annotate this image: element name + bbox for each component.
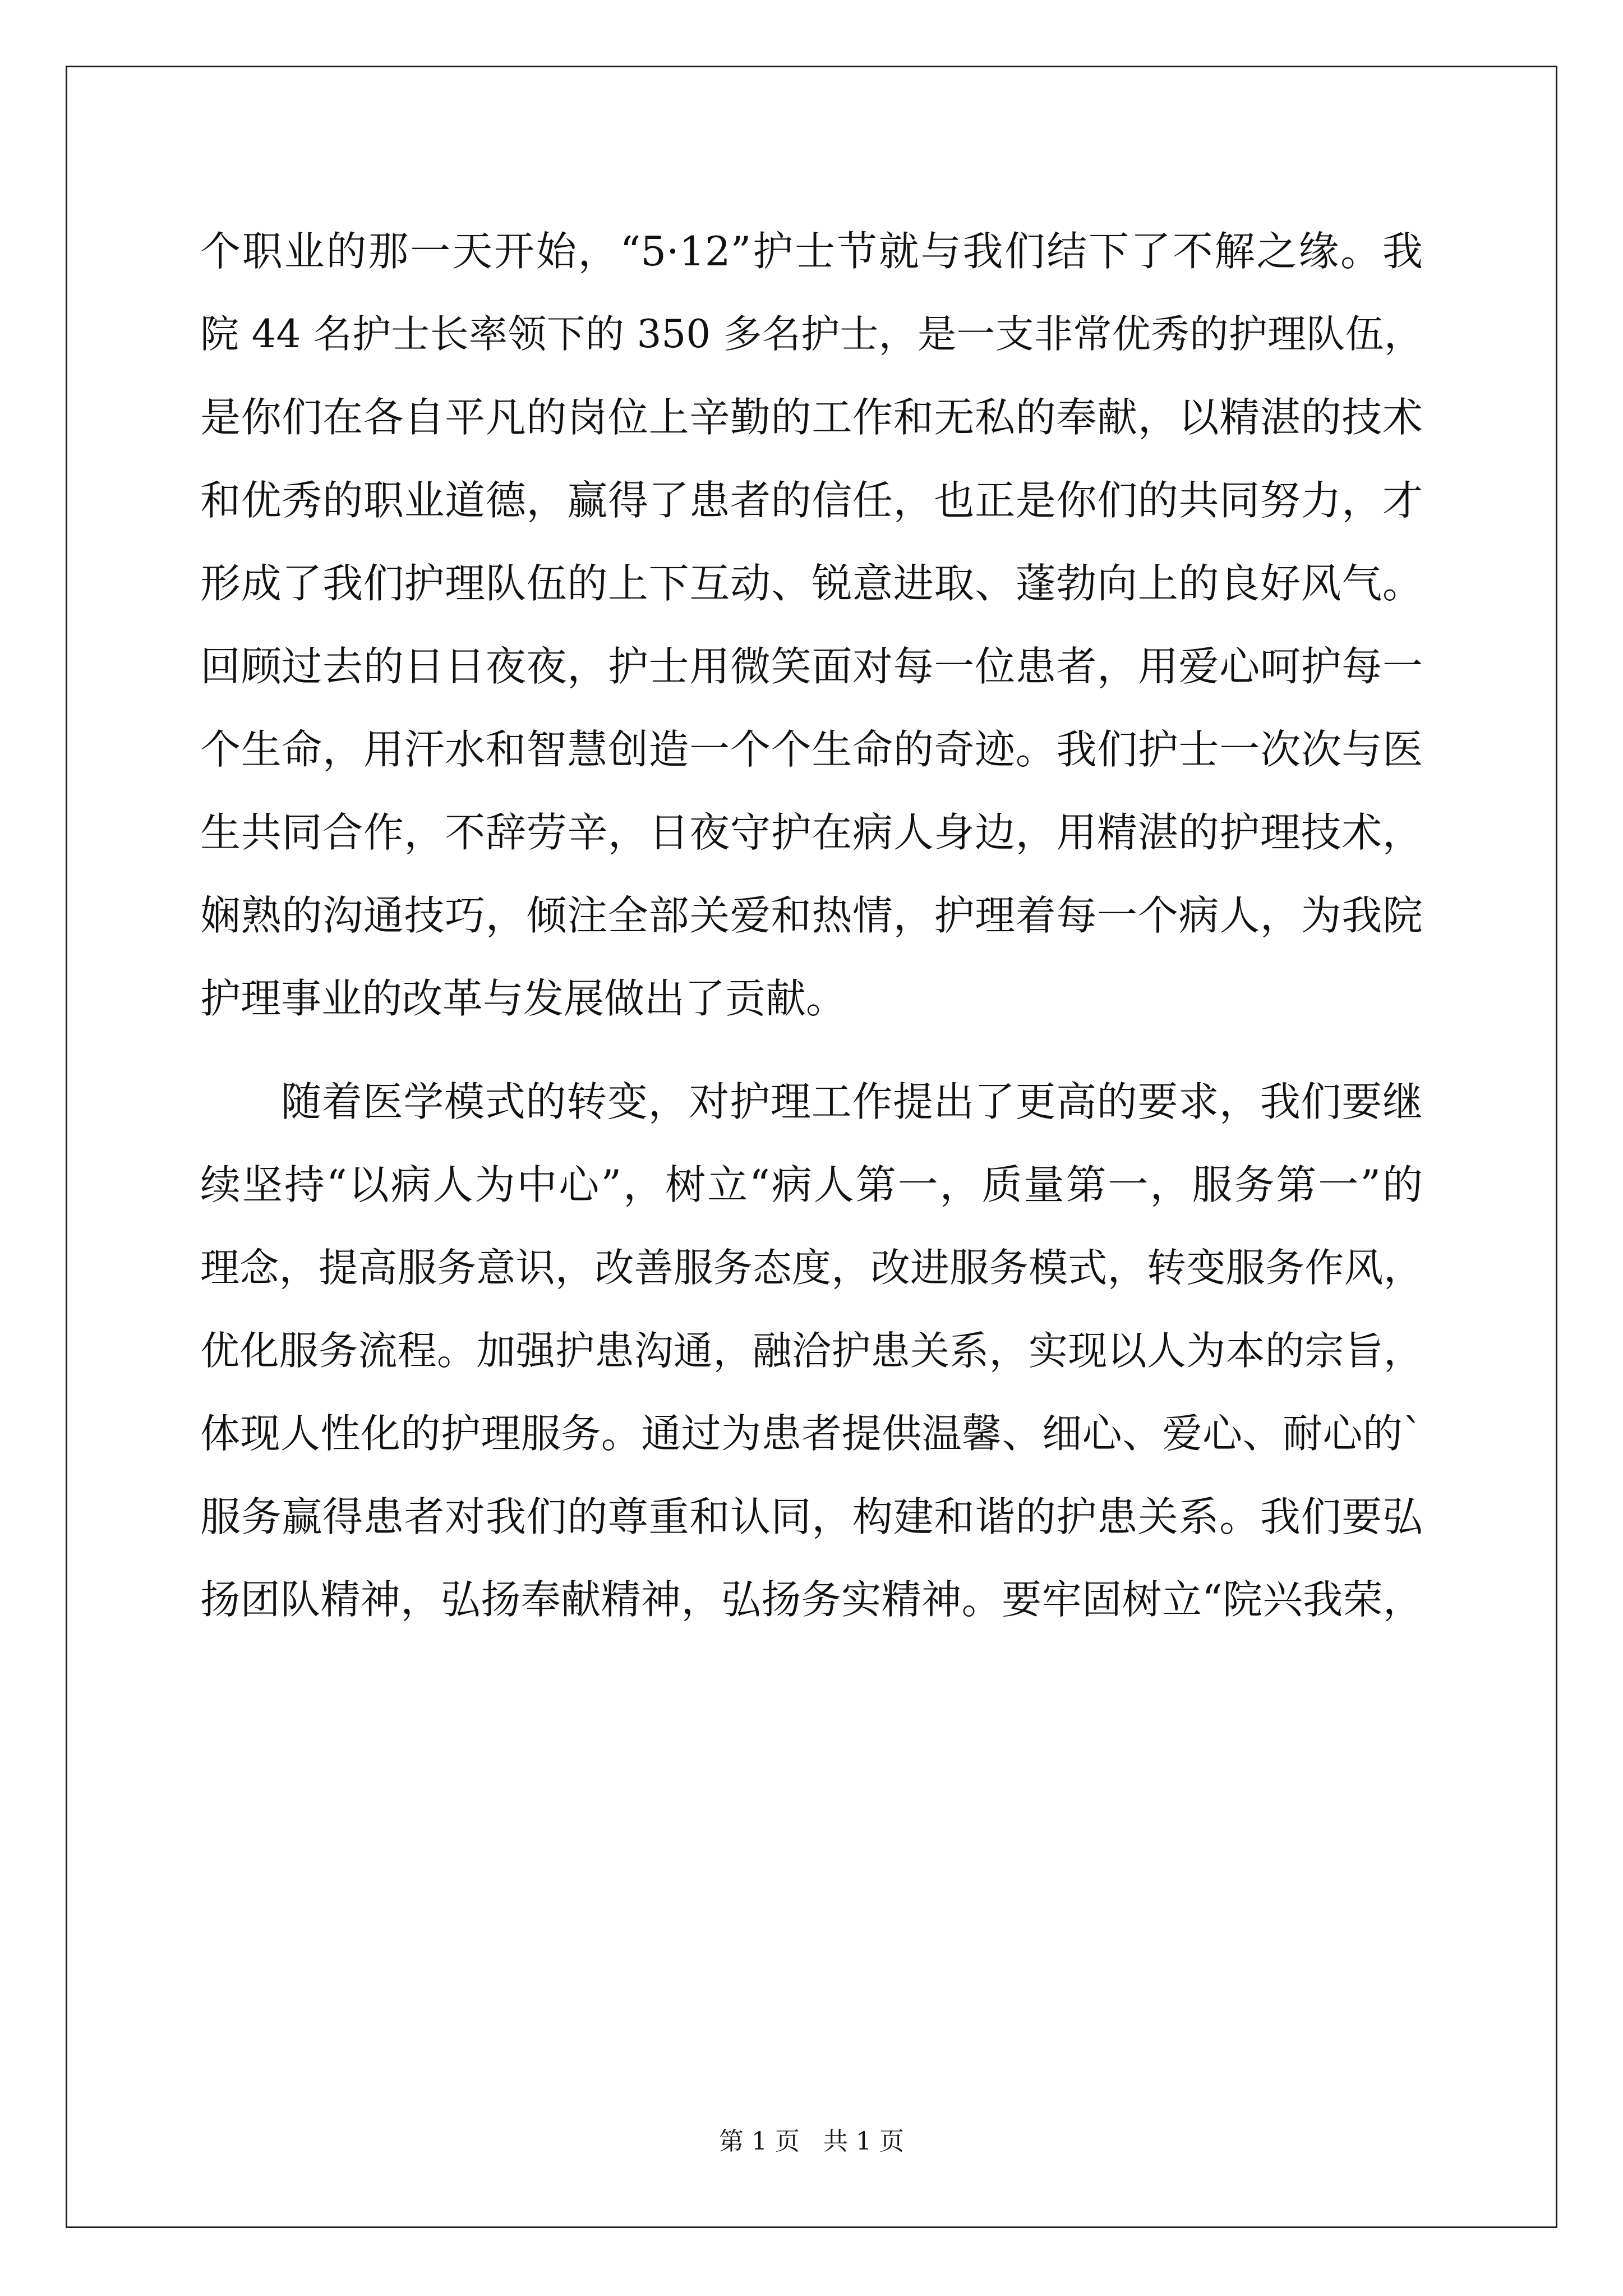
text-line: 形成了我们护理队伍的上下互动、锐意进取、蓬勃向上的良好风气。 — [200, 560, 1423, 607]
text-line: 个生命，用汗水和智慧创造一个个生命的奇迹。我们护士一次次与医 — [200, 726, 1423, 773]
text-line: 优化服务流程。加强护患沟通，融洽护患关系，实现以人为本的宗旨， — [200, 1328, 1423, 1374]
text-line: 体现人性化的护理服务。通过为患者提供温馨、细心、爱心、耐心的` — [200, 1410, 1423, 1457]
text-line: 是你们在各自平凡的岗位上辛勤的工作和无私的奉献，以精湛的技术 — [200, 394, 1423, 441]
text-line: 娴熟的沟通技巧，倾注全部关爱和热情，护理着每一个病人，为我院 — [200, 892, 1423, 939]
paragraph-1 — [200, 210, 1423, 1040]
text-line: 和优秀的职业道德，赢得了患者的信任，也正是你们的共同努力，才 — [200, 477, 1423, 524]
text-line: 回顾过去的日日夜夜，护士用微笑面对每一位患者，用爱心呵护每一 — [200, 643, 1423, 690]
text-line: 理念，提高服务意识，改善服务态度，改进服务模式，转变服务作风， — [200, 1245, 1423, 1291]
text-line: 院 44 名护士长率领下的 350 多名护士，是一支非常优秀的护理队伍， — [200, 312, 1423, 357]
paragraph-2 — [200, 1060, 1423, 1641]
text-line: 护理事业的改革与发展做出了贡献。 — [200, 975, 847, 1022]
text-line: 个职业的那一天开始，“5·12”护士节就与我们结下了不解之缘。我 — [200, 228, 1423, 275]
text-line: 服务赢得患者对我们的尊重和认同，构建和谐的护患关系。我们要弘 — [200, 1493, 1423, 1540]
text-line: 随着医学模式的转变，对护理工作提出了更高的要求，我们要继 — [281, 1078, 1423, 1125]
document-body — [200, 210, 1423, 1641]
page-number-footer: 第 1 页 共 1 页 — [719, 2127, 904, 2156]
text-line: 续坚持“以病人为中心”，树立“病人第一，质量第一，服务第一”的 — [200, 1161, 1423, 1208]
paragraph-spacing — [200, 1040, 1423, 1060]
text-line: 生共同合作，不辞劳辛，日夜守护在病人身边，用精湛的护理技术， — [200, 809, 1423, 856]
text-line: 扬团队精神，弘扬奉献精神，弘扬务实精神。要牢固树立“院兴我荣， — [200, 1576, 1423, 1623]
